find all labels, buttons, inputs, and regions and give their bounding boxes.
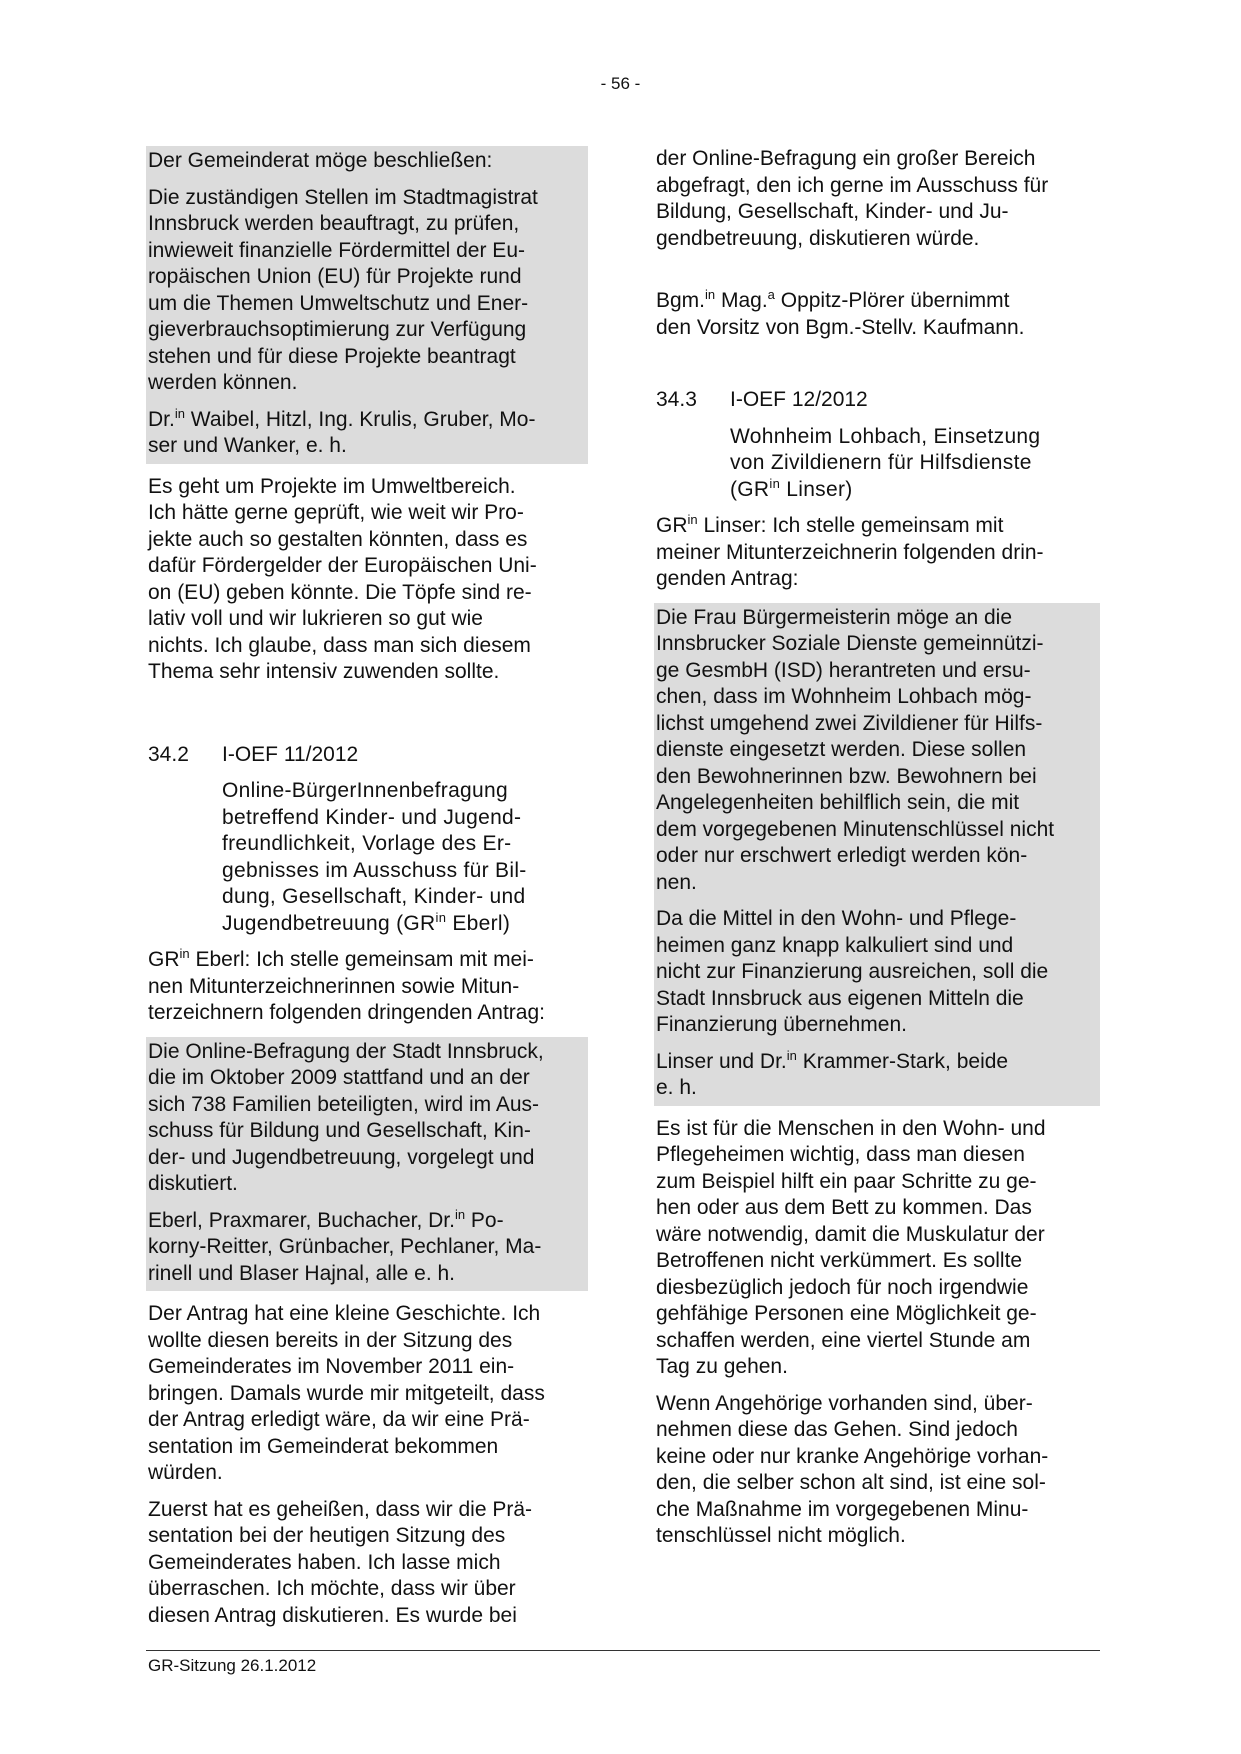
agenda-item-34-2: [148, 742, 588, 938]
agenda-item-34-3: [656, 387, 1100, 503]
speech-intro: $GR^{in}$ Linser: Ich stelle gemeinsam mit meiner Mitunterzeichnerin folgenden drin- genden Antrag:: [656, 512, 1044, 590]
item-code: I-OEF 12/2012: [730, 388, 868, 411]
item-number: 34.3: [656, 388, 697, 411]
motion-body: Die zuständigen Stellen im Stadtmagistrat Innsbruck werden beauftragt, zu prüfen, inwieweit finanzielle Fördermittel der Eu- ropäischen Union (EU) für Projekte rund um die Themen Umweltschutz und Ener- gieverbrauchsoptimierung zur Verfügung stehen und für diese Projekte beantragt werden können.: [148, 185, 538, 394]
motion-signatures: Dr.$^{in}$ Waibel, Hitzl, Ing. Krulis, Gruber, Mo- ser und Wanker, e. h.: [148, 405, 536, 457]
speech-continuation: der Online-Befragung ein großer Bereich abgefragt, den ich gerne im Ausschuss für Bildung, Gesellschaft, Kinder- und Ju- gendbetreuung, diskutieren würde.: [656, 147, 1049, 250]
motion-box-34-3: [654, 603, 1100, 1106]
motion-signatures: Eberl, Praxmarer, Buchacher, Dr.$^{in}$ Po- korny-Reitter, Grünbacher, Pechlaner, Ma- rinell und Blaser Hajnal, alle e. h.: [148, 1206, 542, 1285]
speech-paragraph: Es ist für die Menschen in den Wohn- und Pflegeheimen wichtig, dass man diesen zum Beispiel hilft ein paar Schritte zu ge- hen oder aus dem Bett zu kommen. Das wäre notwendig, damit die Muskulatur der Betroffenen nicht verkümmert. Es sollte diesbezüglich jedoch für noch irgendwie gehfähige Personen eine Möglichkeit ge- schaffen werden, eine viertel Stunde am Tag zu gehen.: [656, 1116, 1046, 1378]
speech-paragraph: Wenn Angehörige vorhanden sind, über- nehmen diese das Gehen. Sind jedoch keine oder nur kranke Angehörige vorhan- den, die selber schon alt sind, ist eine sol- che Maßnahme im vorgegebenen Minu- tenschlüssel nicht möglich.: [656, 1391, 1049, 1547]
motion-body: Die Online-Befragung der Stadt Innsbruck, die im Oktober 2009 stattfand und an der sich 738 Familien beteiligten, wird im Aus- schuss für Bildung und Gesellschaft, Kin- der- und Jugendbetreuung, vorgelegt und diskutiert.: [148, 1039, 544, 1195]
motion-body: Da die Mittel in den Wohn- und Pflege- heimen ganz knapp kalkuliert sind und nicht zur Finanzierung ausreichen, soll die Stadt Innsbruck aus eigenen Mitteln die Finanzierung übernehmen.: [656, 907, 1049, 1036]
right-column: [656, 146, 1100, 1550]
footer-divider: [146, 1650, 1100, 1651]
page-number: - 56 -: [600, 74, 641, 93]
item-code: I-OEF 11/2012: [222, 742, 359, 766]
motion-signatures: Linser und Dr.$^{in}$ Krammer-Stark, beide e. h.: [656, 1047, 1009, 1099]
item-title: Wohnheim Lohbach, Einsetzung von Zivildienern für Hilfsdienste ($GR^{in}$ Linser): [730, 424, 1041, 501]
speech-paragraph: Zuerst hat es geheißen, dass wir die Prä- sentation bei der heutigen Sitzung des Gemeinderates haben. Ich lasse mich überraschen. Ich möchte, dass wir über diesen Antrag diskutieren. Es wurde bei: [148, 1497, 533, 1627]
speech-paragraph: Es geht um Projekte im Umweltbereich. Ich hätte gerne geprüft, wie weit wir Pro- jekte auch so gestalten könnten, dass es dafür Fördergelder der Europäischen Uni- on (EU) geben könnte. Die Töpfe sind re- lativ voll und wir lukrieren so gut wie nichts. Ich glaube, dass man sich diesem Thema sehr intensiv zuwenden sollte.: [148, 474, 537, 683]
left-column: [148, 146, 588, 1629]
motion-intro: Der Gemeinderat möge beschließen:: [148, 149, 493, 172]
motion-box-34-2: [146, 1037, 588, 1292]
speech-intro: $GR^{in}$ Eberl: Ich stelle gemeinsam mit mei- nen Mitunterzeichnerinnen sowie Mitun- terzeichnern folgenden dringenden Antrag:: [148, 946, 545, 1024]
item-number: 34.2: [148, 742, 189, 766]
chair-change-note: Bgm.$^{in}$ Mag.$^a$ Oppitz-Plörer übernimmt den Vorsitz von Bgm.-Stellv. Kaufmann.: [656, 287, 1025, 339]
speech-paragraph: Der Antrag hat eine kleine Geschichte. Ich wollte diesen bereits in der Sitzung des Gemeinderates im November 2011 ein- bringen. Damals wurde mir mitgeteilt, dass der Antrag erledigt wäre, da wir eine Prä- sentation im Gemeinderat bekommen würden.: [148, 1302, 545, 1484]
footer-session-label: GR-Sitzung 26.1.2012: [148, 1656, 317, 1675]
motion-body: Die Frau Bürgermeisterin möge an die Innsbrucker Soziale Dienste gemeinnützi- ge GesmbH (ISD) herantreten und ersu- chen, dass im Wohnheim Lohbach mög- lichst umgehend zwei Zivildiener für Hilfs- dienste eingesetzt werden. Diese sollen den Bewohnerinnen bzw. Bewohnern bei Angelegenheiten behilflich sein, die mit dem vorgegebenen Minutenschlüssel nicht oder nur erschwert erledigt werden kön- nen.: [656, 605, 1055, 894]
motion-box-34-1: [146, 146, 588, 464]
item-title: Online-BürgerInnenbefragung betreffend Kinder- und Jugend- freundlichkeit, Vorlage des Er- gebnisses im Ausschuss für Bil- dung, Gesellschaft, Kinder- und Jugendbetreuung ($GR^{in}$ Eberl): [222, 779, 527, 935]
